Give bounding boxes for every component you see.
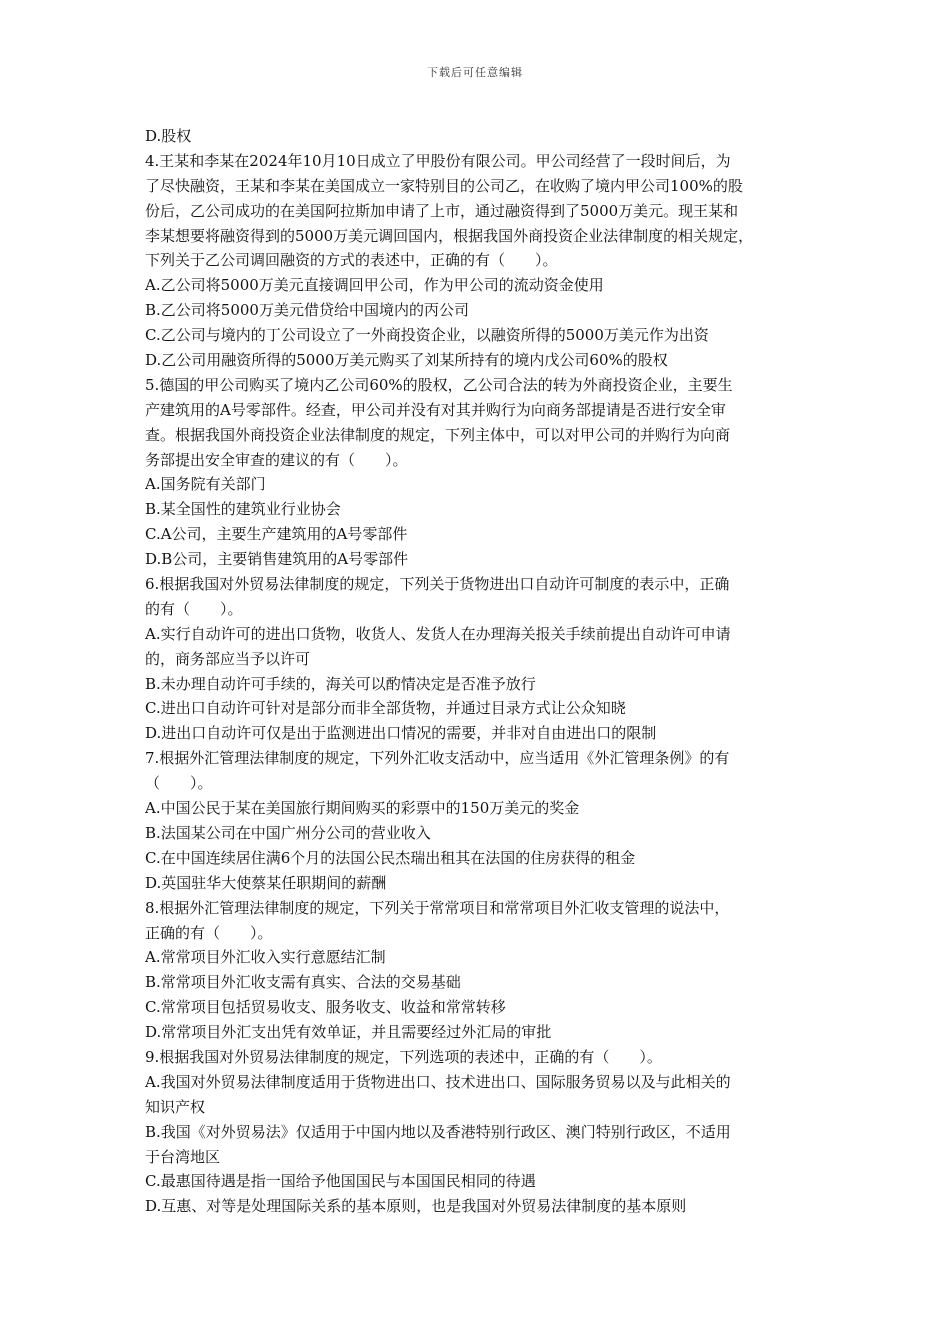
text-line: 于台湾地区: [145, 1147, 221, 1166]
text-line: 9.根据我国对外贸易法律制度的规定，下列选项的表述中，正确的有（ ）。: [145, 1047, 662, 1066]
text-line: C.进出口自动许可针对是部分而非全部货物，并通过目录方式让公众知晓: [145, 699, 626, 718]
text-line: B.未办理自动许可手续的，海关可以酌情决定是否准予放行: [145, 674, 536, 693]
text-line: B.法国某公司在中国广州分公司的营业收入: [145, 823, 431, 842]
text-line: D.英国驻华大使蔡某任职期间的薪酬: [145, 873, 387, 892]
text-line: 下列关于乙公司调回融资的方式的表述中，正确的有（ ）。: [145, 251, 558, 270]
text-line: B.常常项目外汇收支需有真实、合法的交易基础: [145, 973, 461, 992]
text-line: 了尽快融资，王某和李某在美国成立一家特别目的公司乙，在收购了境内甲公司100%的股: [145, 176, 743, 195]
text-line: 的有（ ）。: [145, 599, 243, 618]
text-line: 正确的有（ ）。: [145, 923, 273, 942]
text-line: D.股权: [145, 127, 192, 145]
text-line: D.进出口自动许可仅是出于监测进出口情况的需要，并非对自由进出口的限制: [145, 724, 657, 743]
text-line: 5.德国的甲公司购买了境内乙公司60%的股权，乙公司合法的转为外商投资企业，主要生: [145, 375, 733, 394]
text-line: （ ）。: [145, 774, 213, 793]
text-line: B.某全国性的建筑业行业协会: [145, 500, 341, 519]
text-line: 8.根据外汇管理法律制度的规定，下列关于常常项目和常常项目外汇收支管理的说法中，: [145, 898, 730, 917]
page-header-note: 下载后可任意编辑: [427, 66, 523, 79]
text-line: 李某想要将融资得到的5000万美元调回国内，根据我国外商投资企业法律制度的相关规定，: [145, 226, 754, 245]
text-line: A.乙公司将5000万美元直接调回甲公司，作为甲公司的流动资金使用: [145, 276, 604, 295]
text-line: 份后，乙公司成功的在美国阿拉斯加申请了上市，通过融资得到了5000万美元。现王某和: [145, 201, 739, 220]
text-line: 4.王某和李某在2024年10月10日成立了甲股份有限公司。甲公司经营了一段时间后，为: [145, 151, 731, 170]
text-line: B.我国《对外贸易法》仅适用于中国内地以及香港特别行政区、澳门特别行政区，不适用: [145, 1122, 731, 1141]
text-line: A.常常项目外汇收入实行意愿结汇制: [145, 948, 386, 967]
text-line: A.实行自动许可的进出口货物，收货人、发货人在办理海关报关手续前提出自动许可申请: [145, 624, 731, 643]
text-line: B.乙公司将5000万美元借贷给中国境内的丙公司: [145, 301, 469, 320]
document-body: [145, 124, 813, 1219]
text-line: C.A公司，主要生产建筑用的A号零部件: [145, 525, 408, 544]
text-line: D.常常项目外汇支出凭有效单证，并且需要经过外汇局的审批: [145, 1023, 552, 1042]
text-line: 7.根据外汇管理法律制度的规定，下列外汇收支活动中，应当适用《外汇管理条例》的有: [145, 749, 730, 768]
text-line: D.乙公司用融资所得的5000万美元购买了刘某所持有的境内戊公司60%的股权: [145, 351, 668, 370]
text-line: 知识产权: [145, 1097, 206, 1116]
text-line: C.乙公司与境内的丁公司设立了一外商投资企业，以融资所得的5000万美元作为出资: [145, 326, 709, 345]
text-line: A.我国对外贸易法律制度适用于货物进出口、技术进出口、国际服务贸易以及与此相关的: [145, 1072, 731, 1091]
text-line: C.最惠国待遇是指一国给予他国国民与本国国民相同的待遇: [145, 1172, 536, 1191]
text-line: A.中国公民于某在美国旅行期间购买的彩票中的150万美元的奖金: [145, 799, 580, 818]
text-line: D.B公司，主要销售建筑用的A号零部件: [145, 550, 409, 569]
text-line: C.在中国连续居住满6个月的法国公民杰瑞出租其在法国的住房获得的租金: [145, 848, 636, 867]
text-line: 产建筑用的A号零部件。经查，甲公司并没有对其并购行为向商务部提请是否进行安全审: [145, 400, 726, 419]
text-line: 查。根据我国外商投资企业法律制度的规定，下列主体中，可以对甲公司的并购行为向商: [145, 425, 731, 444]
text-line: A.国务院有关部门: [145, 475, 266, 494]
text-line: D.互惠、对等是处理国际关系的基本原则，也是我国对外贸易法律制度的基本原则: [145, 1197, 687, 1216]
text-line: 6.根据我国对外贸易法律制度的规定，下列关于货物进出口自动许可制度的表示中，正确: [145, 575, 730, 594]
text-line: 务部提出安全审查的建议的有（ ）。: [145, 450, 408, 469]
text-line: 的，商务部应当予以许可: [145, 649, 311, 668]
text-line: C.常常项目包括贸易收支、服务收支、收益和常常转移: [145, 998, 506, 1017]
